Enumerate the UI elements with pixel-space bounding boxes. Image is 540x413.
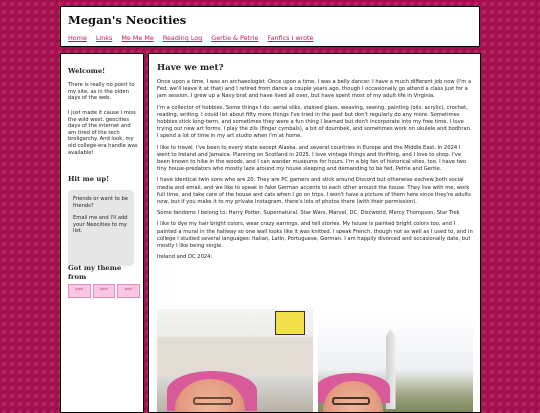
photo-background-wall [157, 337, 313, 377]
sidebar [60, 53, 144, 413]
theme-credit-button[interactable]: pink [117, 284, 140, 298]
bio-paragraph-hobbies: I'm a collector of hobbies. Some things I do: aerial silks, stained glass, weaving, sewing, painting (oils, acrylic), crochet, reading, writing. I could list about fifty more things I've tried in the past but don't regularly do any more. Sometimes hobbies stick long-term, and sometimes they were a fun thing I learned but don't incorporate into my free time. I love trying out new art forms. I play the zils (finger cymbals), a bit of doumbek, and sometimes work on ukulele and bodhran. I spend a lot of time in my art studio when I'm at home. [157, 104, 472, 140]
bio-paragraph-style: I like to dye my hair bright colors, wear crazy earrings, and tell stories. My house is painted bright colors too, and I painted a mural in the hallway so one wall looks like it was knitted. I speak French, though not as well as I used to, and in college I studied several languages: Italian, Latin, Portuguese, German. I am happily divorced and occasionally date, but mostly I like being single. [157, 221, 473, 250]
photo-row [157, 309, 473, 413]
hit-me-up-heading: Hit me up! [68, 175, 110, 183]
ireland-selfie-photo [157, 309, 313, 413]
glasses [332, 397, 370, 405]
welcome-text-2: I just made it cause I miss the wild west, geocities days of the internet and am tired of the tech broligarchy. And look, my old college-era handle was available! [68, 110, 138, 156]
welcome-text-1: There is really no point to my site, as in the olden days of the web. [68, 82, 135, 102]
contact-text-1: Friends or want to be friends? [73, 196, 128, 209]
theme-heading: Got my theme from [68, 264, 122, 281]
main-content [148, 53, 481, 413]
bio-paragraph-fandoms: Some fandoms I belong to: Harry Potter, Supernatural, Star Wars, Marvel, DC, Discworld, Mercy Thompson, Star Trek [157, 210, 460, 217]
nav-link-reading-log[interactable]: Reading Log [162, 34, 203, 42]
nav-link-gertie-petrie[interactable]: Gertie & Petrie [211, 34, 259, 42]
nav-link-home[interactable]: Home [68, 34, 87, 42]
welcome-heading: Welcome! [68, 67, 106, 75]
nav-link-links[interactable]: Links [95, 34, 113, 42]
main-nav [68, 34, 320, 42]
dc-selfie-photo [318, 309, 474, 413]
nav-link-fanfics[interactable]: Fanfics I wrote [267, 34, 314, 42]
theme-credit-button[interactable]: pink [93, 284, 116, 298]
bio-text [157, 79, 473, 265]
contact-box [68, 190, 134, 266]
warning-sign [275, 311, 305, 335]
glasses [193, 397, 233, 405]
theme-credit-buttons [68, 284, 140, 298]
bio-paragraph-family: I have identical twin sons who are 20. They are PC gamers and stick around Discord but otherwise eschew both social media and email, and we like to speak in fake German accents to each other around the house. They live with me, work full time, and take care of the house and cats when I go on trips. I won't have a picture of them here since they're adults now, but if you make it to my private Instagram, there's lots of photos there (with their permission). [157, 177, 471, 206]
photos-caption: Ireland and DC 2024: [157, 254, 213, 261]
contact-text-2: Email me and I'll add your Neocities to my list. [73, 215, 128, 235]
bio-paragraph-travel: I like to travel. I've been to every state except Alaska, and several countries in Europe and the Middle East. In 2024 I went to Ireland and Jamaica. Planning on Scotland in 2025. I love vintage things and thrifting, and I love to shop. I've been known to hike in the woods, and I can wander museums for hours. I'm a big fan of historical sites, too. I have two tiny house-predators who mostly laze around my house sleeping and demanding to be fed, Petrie and Gertie. [157, 144, 467, 173]
nav-link-me-me-me[interactable]: Me Me Me [121, 34, 154, 42]
page-heading: Have we met? [157, 63, 224, 73]
site-title: Megan's Neocities [68, 13, 187, 27]
site-header [60, 6, 480, 47]
theme-credit-button[interactable]: pink [68, 284, 91, 298]
bio-paragraph-career: Once upon a time, I was an archaeologist. Once upon a time, I was a belly dancer. I have a much different job now (I'm a Fed, we'll leave it at that) and I retired from dance a couple years ago, though I occasionally go attend a class just for a jam session. I grew up a Navy brat and have lived all over, but have spent most of my adult life in Virginia. [157, 79, 472, 100]
